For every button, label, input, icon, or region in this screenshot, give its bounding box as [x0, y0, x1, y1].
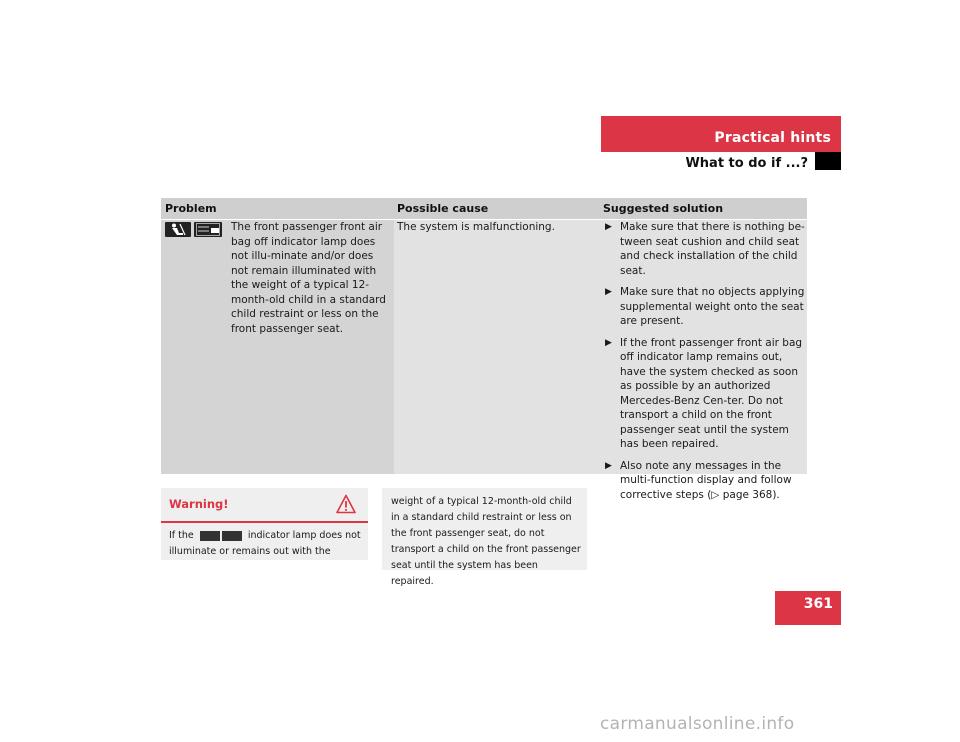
inline-indicator-icons [200, 531, 242, 541]
problem-table [161, 198, 807, 501]
header-suggested-solution: Suggested solution [603, 202, 724, 215]
watermark: carmanualsonline.info [600, 714, 795, 734]
warning-divider [161, 521, 368, 523]
page-subtitle: What to do if ...? [685, 156, 808, 171]
warning-title: Warning! [169, 497, 229, 511]
problem-icons [165, 222, 222, 237]
arrow-bullet-icon: ▶ [605, 287, 612, 297]
warning-text: If the indicator lamp does not illuminate or remains out with the [169, 530, 361, 557]
arrow-bullet-icon: ▶ [605, 460, 612, 471]
list-item: ▶ If the front passenger front air bag off indicator lamp remains out, have the system checked as soon as possible by an authorized Mercedes-Benz Cen-ter. Do not transport a child on the front passenger seat until the system has been repaired. [605, 336, 803, 450]
problem-description: The front passenger front air bag off indicator lamp does not illu-minate and/or does not remain illuminated with the weight of a typical 12-month-old child in a standard child restraint or less on the front passenger seat. [231, 221, 386, 335]
solution-list [603, 220, 807, 509]
page-number: 361 [803, 596, 833, 612]
warning-continuation-box [382, 488, 587, 587]
cause-description: The system is malfunctioning. [397, 221, 555, 233]
section-marker [815, 152, 841, 170]
list-item: ▶ Make sure that there is nothing be-tween seat cushion and child seat and check installation of the child seat. [605, 221, 805, 277]
warning-box [161, 488, 368, 560]
problem-cell [161, 220, 394, 474]
child-seat-icon [165, 222, 191, 237]
warning-triangle-icon [336, 494, 356, 514]
warning-continuation-text: weight of a typical 12-month-old child in a standard child restraint or less on the front passenger seat, do not transport a child on the front passenger seat until the system has been repaired. [391, 496, 581, 587]
section-header-bar [601, 116, 841, 152]
cause-cell [395, 220, 600, 474]
list-item: ▶ Also note any messages in the multi-function display and follow corrective steps (▷ page 368). [605, 459, 792, 501]
section-title: Practical hints [714, 130, 831, 146]
arrow-bullet-icon: ▶ [605, 337, 612, 348]
header-possible-cause: Possible cause [397, 202, 489, 215]
table-header-row [161, 198, 807, 220]
page-number-tab [775, 591, 841, 625]
arrow-bullet-icon: ▶ [605, 222, 612, 232]
solution-cell [601, 220, 807, 501]
pass-air-bag-off-icon [194, 222, 222, 237]
header-problem: Problem [165, 202, 217, 215]
list-item: ▶ Make sure that no objects applying supplemental weight onto the seat are present. [605, 286, 805, 327]
